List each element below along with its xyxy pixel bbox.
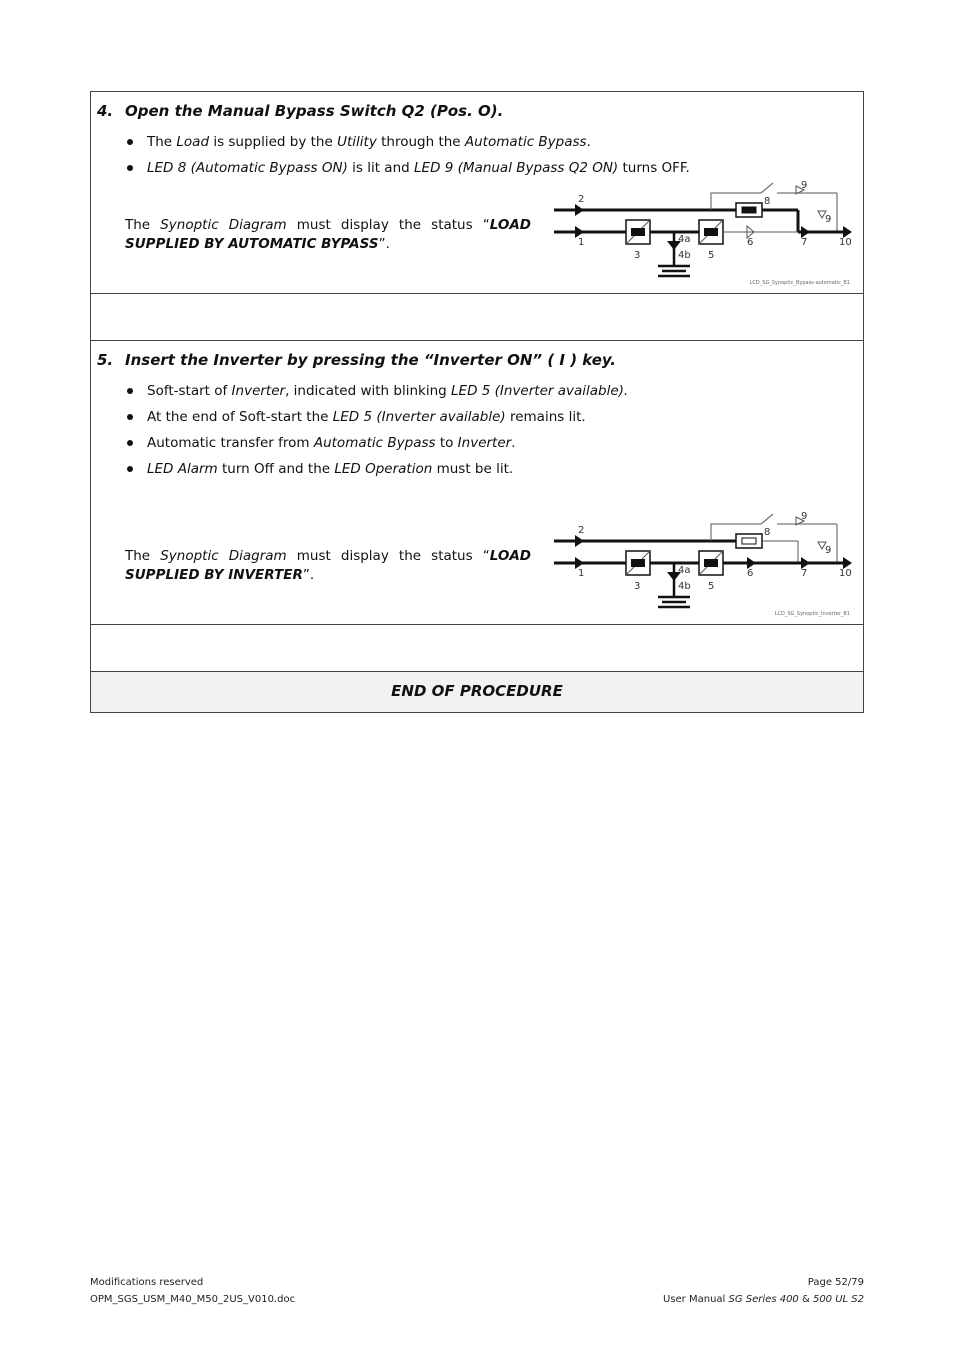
status-text-part: LOAD SUPPLIED BY AUTOMATIC BYPASS (125, 217, 531, 252)
inverter-5-indicator (704, 559, 718, 567)
procedure-table (90, 91, 864, 713)
diagram-caption: LCD_SG_Synoptic_Bypass-automatic_B1 (749, 280, 850, 286)
blank-row (91, 625, 863, 672)
bullet-text-part: Automatic Bypass (313, 435, 436, 451)
diagram-label-n1: 1 (578, 237, 585, 248)
bullet-text-part: Load (176, 134, 210, 150)
diagram-label-n9_top: 9 (801, 511, 808, 522)
bypass-input-arrow (575, 535, 584, 547)
static-switch-8-indicator (742, 538, 756, 544)
status-text-part: ”. (378, 236, 390, 252)
diagram-label-n8: 8 (764, 196, 771, 207)
bypass-input-arrow (575, 204, 584, 216)
footer-modifications: Modifications reserved (90, 1277, 204, 1288)
diagram-label-n2: 2 (578, 525, 585, 536)
rectifier-3-indicator (631, 228, 645, 236)
step-4-row (91, 92, 863, 294)
bullet-text-part: remains lit. (505, 409, 586, 425)
synoptic-diagram-inverter (551, 511, 856, 617)
step-5-status-text (125, 547, 531, 585)
status-text-part: ”. (302, 567, 315, 583)
diagram-label-n5: 5 (708, 581, 715, 592)
status-text-part: must display the status “ (286, 217, 490, 233)
bullet-text-part: Utility (337, 134, 377, 150)
bullet-text-part: Automatic Bypass (464, 134, 587, 150)
bullet-text-part: LED Operation (334, 461, 433, 477)
diagram-label-n2: 2 (578, 194, 585, 205)
status-text-part: The (125, 217, 161, 233)
status-text-part: LOAD SUPPLIED BY INVERTER (125, 548, 531, 583)
diagram-label-n4a: 4a (678, 565, 691, 576)
diagram-label-n6: 6 (747, 237, 754, 248)
end-of-procedure-label: END OF PROCEDURE (391, 682, 563, 700)
diagram-label-n9_bottom: 9 (825, 545, 832, 556)
status-text-part: must display the status “ (286, 548, 490, 564)
bullet-text-part: Automatic transfer from (147, 435, 314, 451)
diagram-label-n4b: 4b (678, 250, 691, 261)
bullet-text-part: Soft-start of (147, 383, 232, 399)
diagram-label-n9_top: 9 (801, 180, 808, 191)
status-text-part: The (125, 548, 161, 564)
diagram-label-n8: 8 (764, 527, 771, 538)
diagram-label-n4b: 4b (678, 581, 691, 592)
diagram-label-n7: 7 (801, 568, 808, 579)
bullet-text-part: LED 9 (Manual Bypass Q2 ON) (414, 160, 619, 176)
bullet-text-part: LED 5 (Inverter available) (332, 409, 506, 425)
footer-manual-title: User Manual SG Series 400 & 500 UL S2 (663, 1294, 864, 1305)
rectifier-3-indicator (631, 559, 645, 567)
step-5-bullets (125, 382, 628, 486)
step-5-title: 5. Insert the Inverter by pressing the “Inverter ON” ( I ) key. (97, 351, 616, 369)
footer-page-number: Page 52/79 (807, 1277, 864, 1288)
footer-right (663, 1274, 864, 1308)
bullet-text-part: Inverter (457, 435, 512, 451)
step-5-row (91, 341, 863, 625)
diagram-label-n1: 1 (578, 568, 585, 579)
synoptic-diagram-automatic-bypass (551, 180, 856, 286)
status-text-part: Synoptic Diagram (160, 217, 287, 233)
status-text-part: Synoptic Diagram (160, 548, 287, 564)
inverter-5-indicator (704, 228, 718, 236)
bullet-text-part: At the end of Soft-start the (147, 409, 333, 425)
bullet-text-part: LED 8 (Automatic Bypass ON) (147, 160, 348, 176)
bullet-text-part: is supplied by the (209, 134, 338, 150)
bullet-text-part: turn Off and the (217, 461, 335, 477)
bullet-text-part: through the (376, 134, 465, 150)
diagram-caption: LCD_SG_Synoptic_Inverter_B1 (774, 611, 850, 617)
bullet-text-part: , indicated with blinking (285, 383, 452, 399)
diagram-label-n10: 10 (839, 237, 852, 248)
bullet-item (125, 434, 628, 460)
bullet-item (125, 408, 628, 434)
bullet-text-part: LED 5 (Inverter available). (451, 383, 629, 399)
diagram-label-n10: 10 (839, 568, 852, 579)
footer-left (90, 1274, 295, 1308)
bullet-text-part: must be lit. (432, 461, 514, 477)
bullet-text-part: The (147, 134, 177, 150)
step-4-bullets (125, 133, 690, 185)
bullet-item (125, 133, 690, 159)
diagram-label-n9_bottom: 9 (825, 214, 832, 225)
footer-document-name: OPM_SGS_USM_M40_M50_2US_V010.doc (90, 1294, 296, 1305)
diagram-label-n3: 3 (634, 581, 641, 592)
diagram-label-n7: 7 (801, 237, 808, 248)
manual-bypass-switch-q2 (761, 514, 773, 524)
end-of-procedure-row (91, 672, 863, 712)
diagram-label-n3: 3 (634, 250, 641, 261)
bullet-text-part: Inverter (231, 383, 286, 399)
bullet-text-part: LED Alarm (147, 461, 218, 477)
bullet-item (125, 382, 628, 408)
bullet-text-part: to (435, 435, 458, 451)
bullet-item (125, 460, 628, 486)
bullet-text-part: . (511, 435, 516, 451)
bullet-text-part: turns OFF. (618, 160, 690, 176)
diagram-label-n6: 6 (747, 568, 754, 579)
step-4-title: 4. Open the Manual Bypass Switch Q2 (Pos. O). (97, 102, 504, 120)
blank-row (91, 294, 863, 341)
step-4-status-text (125, 216, 531, 254)
static-switch-8-indicator (742, 207, 756, 213)
bullet-text-part: . (586, 134, 591, 150)
manual-bypass-switch-q2 (761, 183, 773, 193)
bullet-text-part: is lit and (347, 160, 415, 176)
diagram-label-n5: 5 (708, 250, 715, 261)
diagram-label-n4a: 4a (678, 234, 691, 245)
